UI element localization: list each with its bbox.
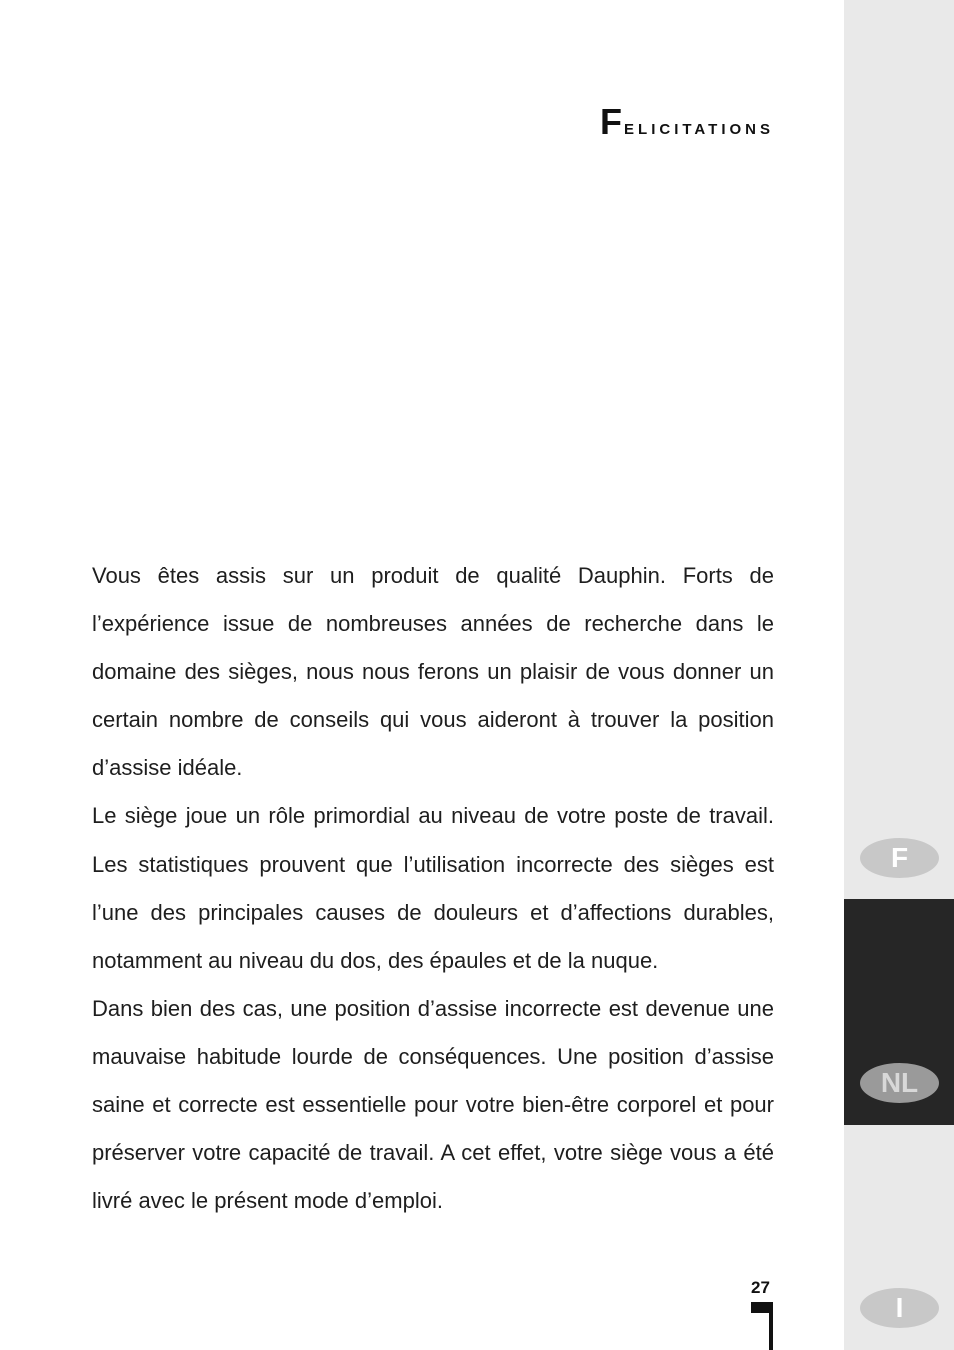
page-title <box>600 101 774 143</box>
body-text <box>92 552 774 1225</box>
title-rest: elicitations <box>624 113 774 139</box>
page-mark-vertical <box>769 1302 773 1350</box>
paragraph-seat-role: Le siège joue un rôle primordial au niveau de votre poste de travail. Les statistiques prouvent que l’utilisation incorrecte des sièges est l’une des principales causes de douleurs et d’affections durables, notamment au niveau du dos, des épaules et de la nuque. <box>92 803 774 973</box>
language-tab-f[interactable]: F <box>860 838 939 878</box>
page-number: 27 <box>751 1278 770 1297</box>
page-corner-mark <box>751 1302 773 1350</box>
language-tab-nl[interactable]: NL <box>860 1063 939 1103</box>
title-initial: F <box>600 100 625 142</box>
paragraph-intro: Vous êtes assis sur un produit de qualité Dauphin. Forts de l’expérience issue de nombreuses années de recherche dans le domaine des sièges, nous nous ferons un plaisir de vous donner un certain nombre de conseils qui vous aideront à trouver la position d’assise idéale. <box>92 563 774 781</box>
language-tab-i[interactable]: I <box>860 1288 939 1328</box>
language-sidebar <box>844 0 954 1350</box>
paragraph-posture: Dans bien des cas, une position d’assise incorrecte est devenue une mauvaise habitude lourde de conséquences. Une position d’assise saine et correcte est essentielle pour votre bien-être corporel et pour préserver votre capacité de travail. A cet effet, votre siège vous a été livré avec le présent mode d’emploi. <box>92 995 774 1214</box>
